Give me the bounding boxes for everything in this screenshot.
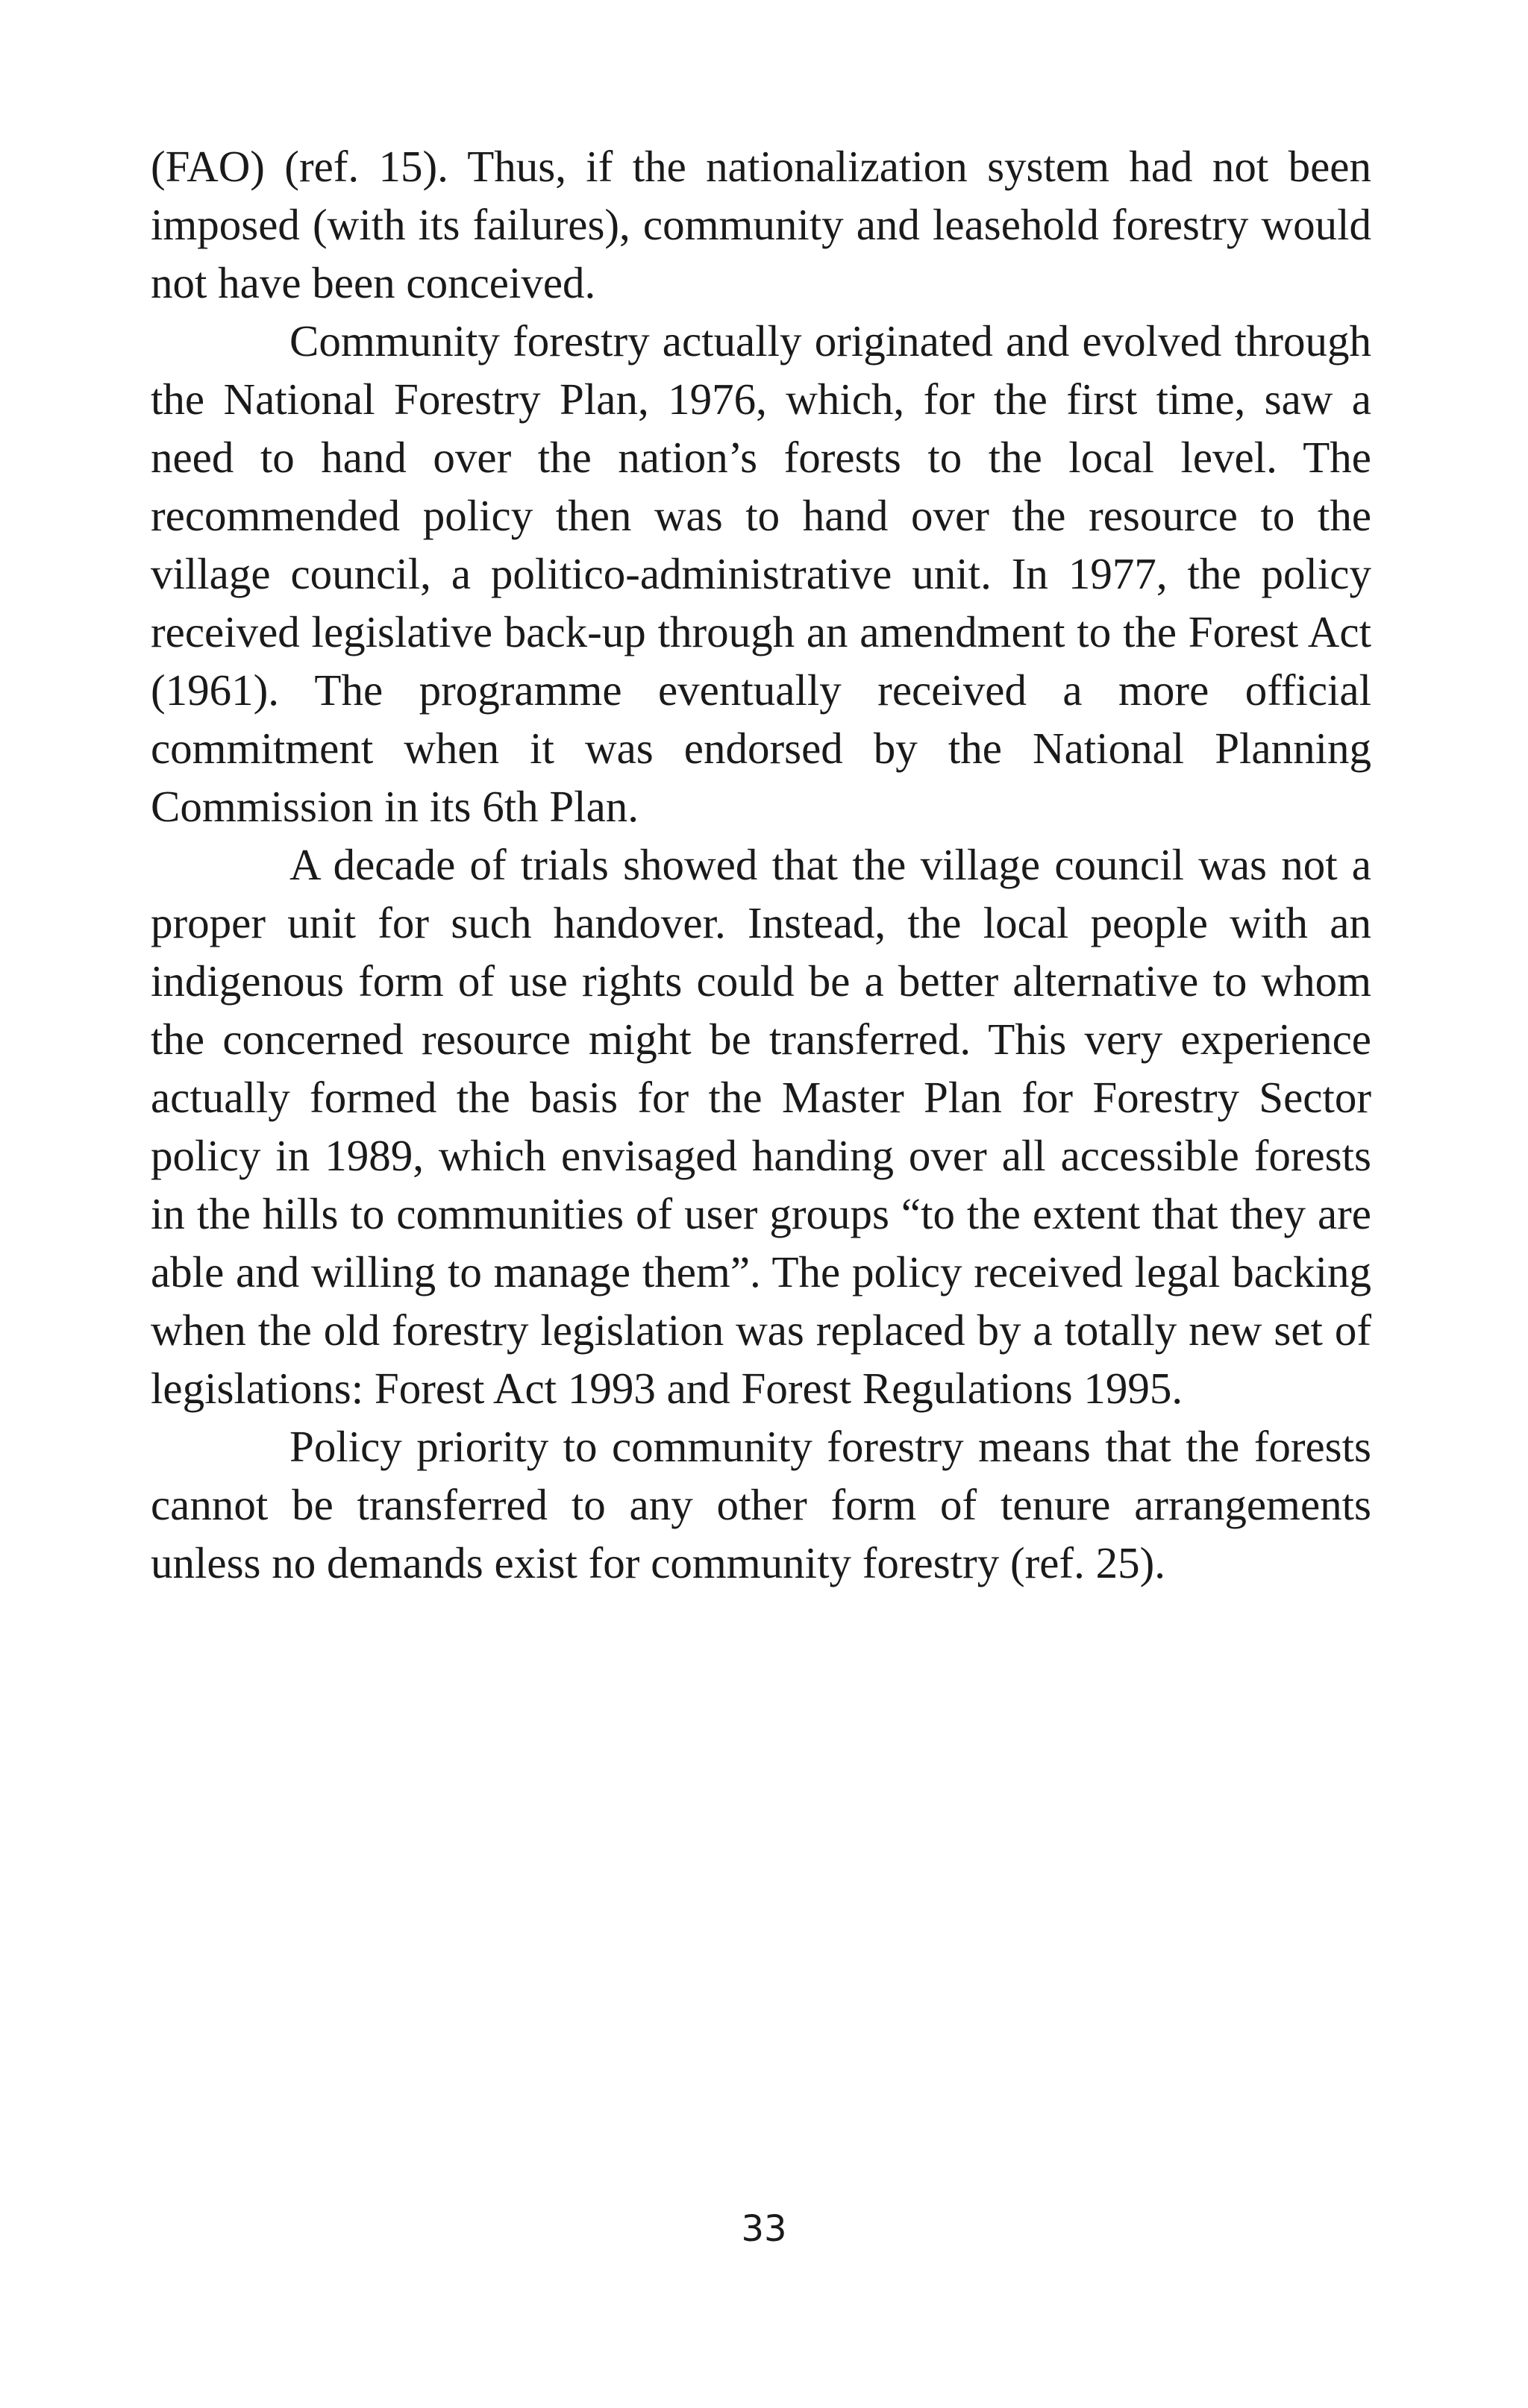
paragraph-continuation: (FAO) (ref. 15). Thus, if the nationalization system had not been imposed (with its failures), community and leasehold forestry would not have been conceived. <box>151 142 1371 307</box>
paragraph-decade-of-trials: A decade of trials showed that the village council was not a proper unit for such handover. Instead, the local people with an indigenous form of use rights could be a better alternative to whom the concerned resource might be transferred. This very experience actually formed the basis for the Master Plan for Forestry Sector policy in 1989, which envisaged handing over all accessible forests in the hills to communities of user groups “to the extent that they are able and willing to manage them”. The policy received legal backing when the old forestry legislation was replaced by a totally new set of legislations: Forest Act 1993 and Forest Regulations 1995. <box>151 840 1371 1413</box>
paragraph-policy-priority: Policy priority to community forestry means that the forests cannot be transferred to any other form of tenure arrangements unless no demands exist for community forestry (ref. 25). <box>151 1422 1371 1587</box>
page-number: 33 <box>741 2208 787 2250</box>
body-text <box>151 137 1371 1592</box>
paragraph-community-forestry-origin: Community forestry actually originated and evolved through the National Forestry Plan, 1976, which, for the first time, saw a need to hand over the nation’s forests to the local level. The recommended policy then was to hand over the resource to the village council, a politico-administrative unit. In 1977, the policy received legislative back-up through an amendment to the Forest Act (1961). The programme eventually received a more official commitment when it was endorsed by the National Planning Commission in its 6th Plan. <box>151 316 1371 831</box>
